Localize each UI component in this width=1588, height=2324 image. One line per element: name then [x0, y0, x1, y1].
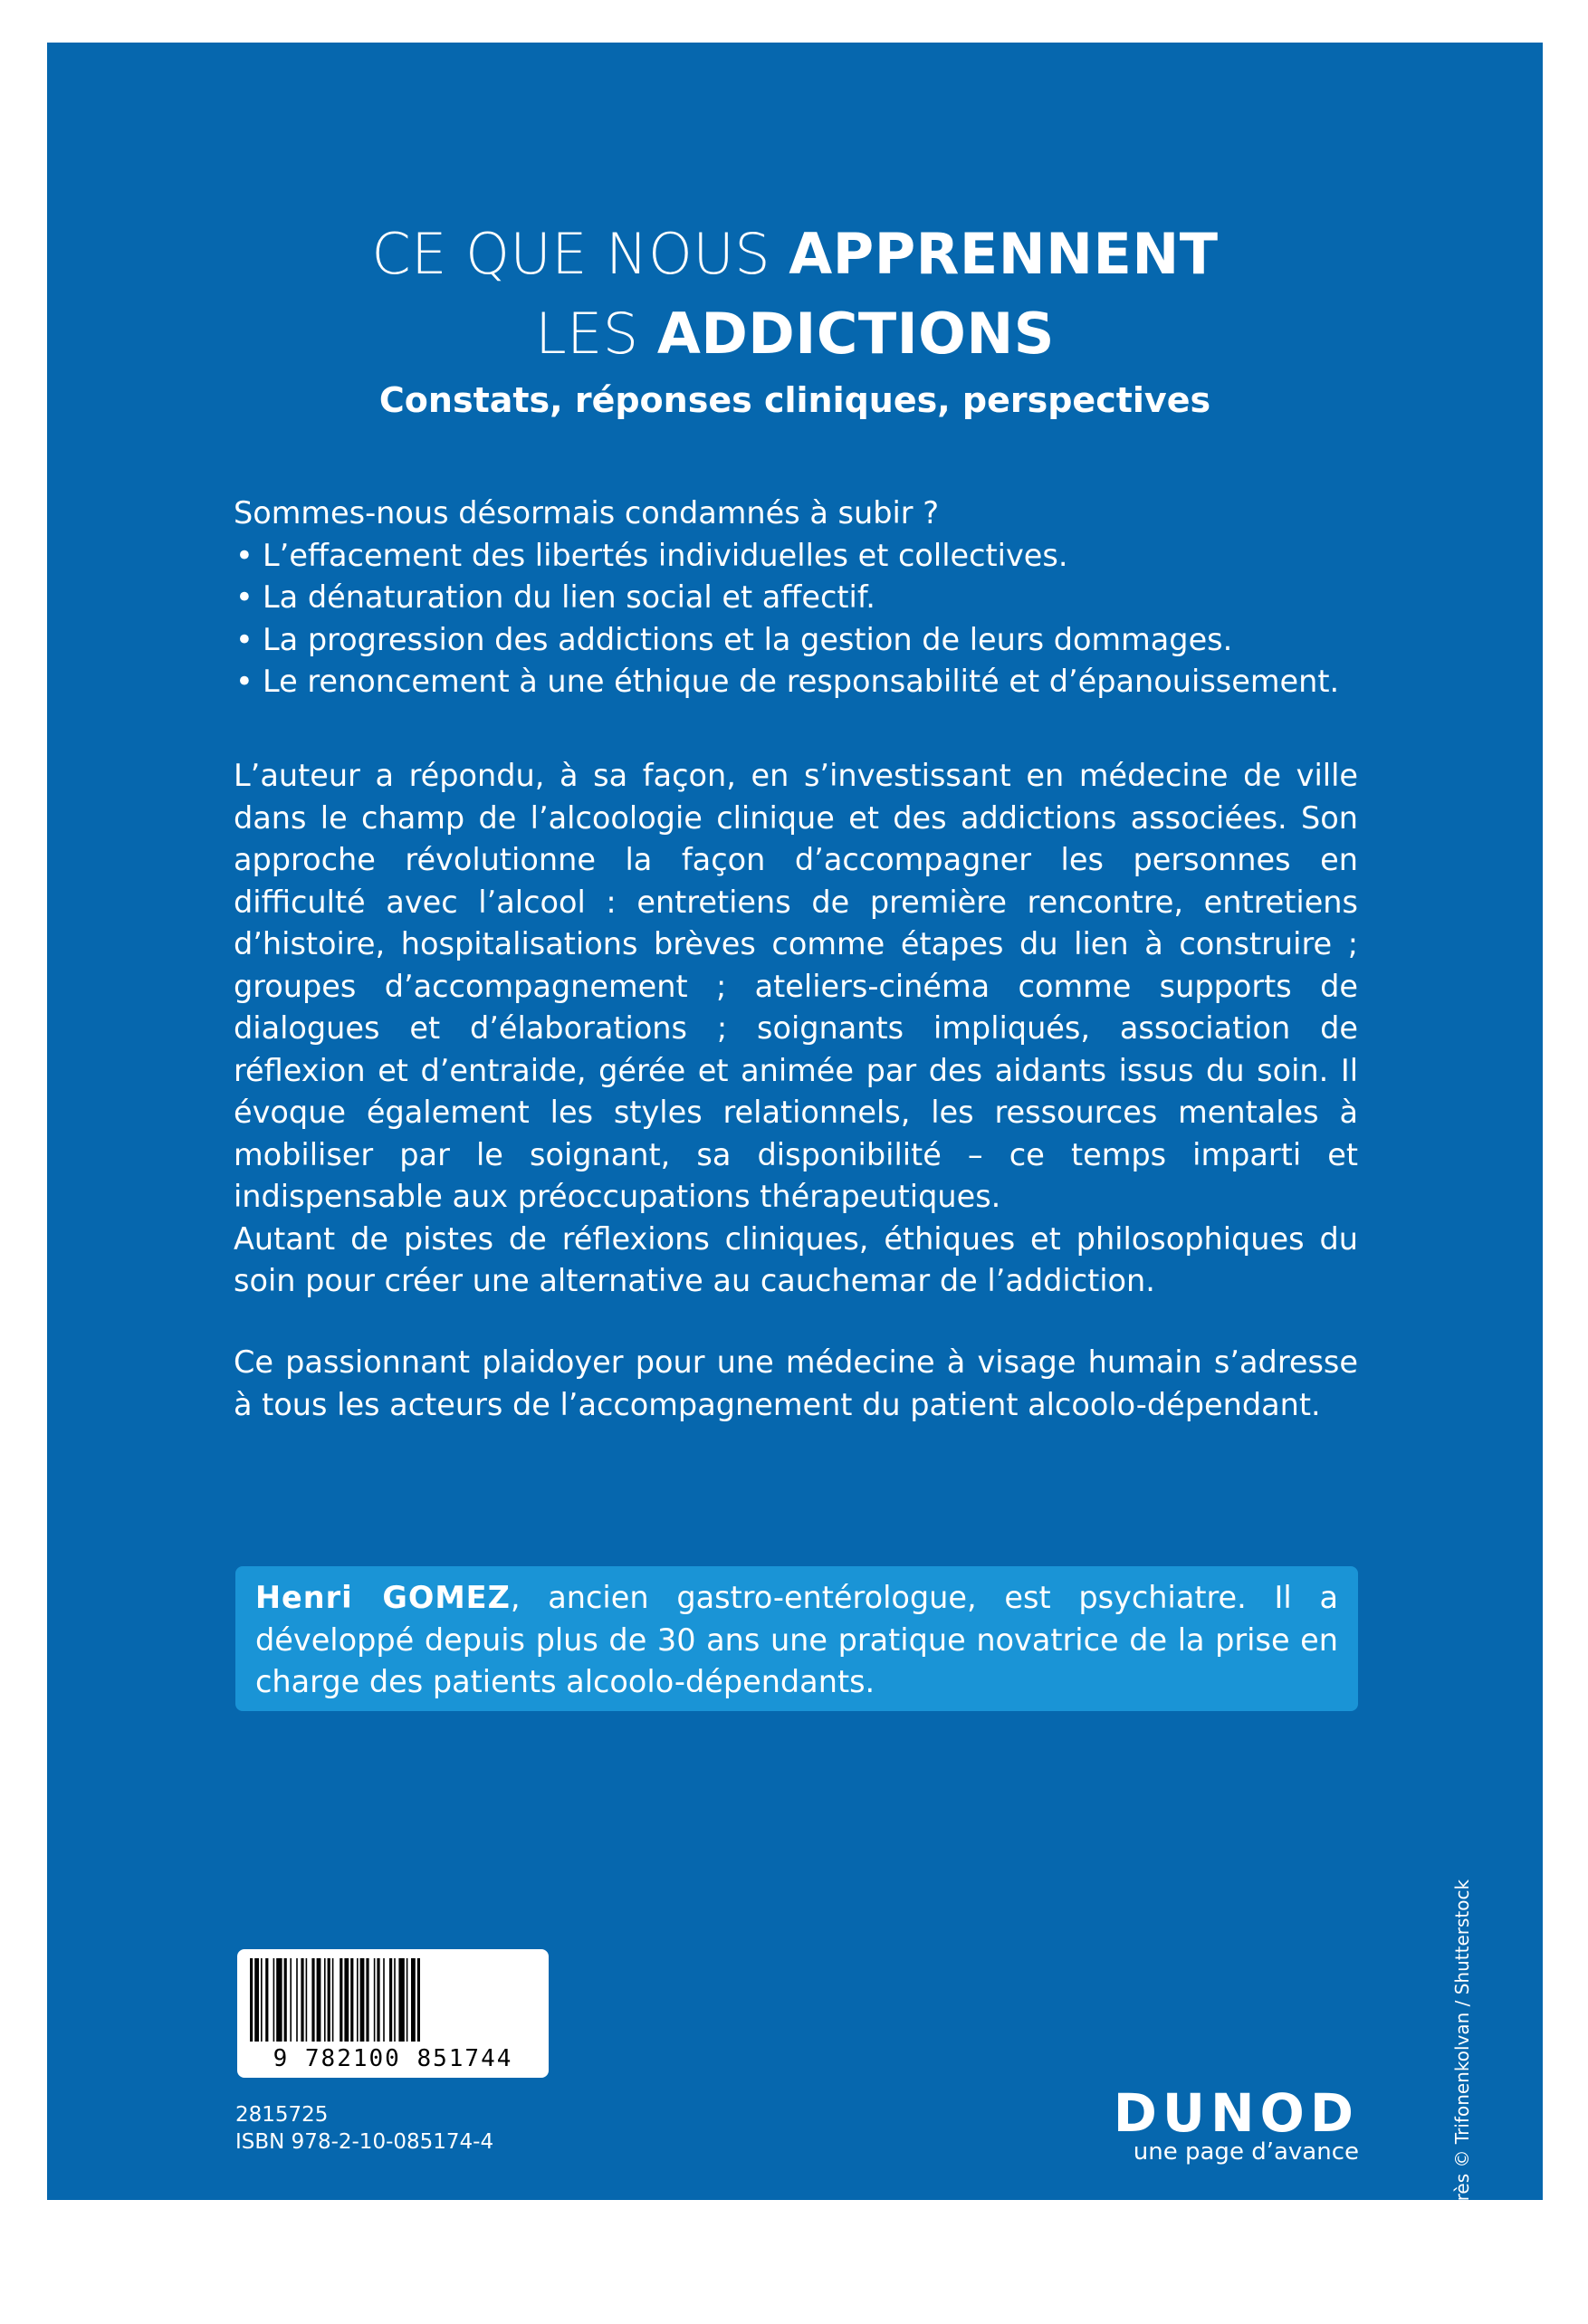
back-cover	[47, 43, 1543, 2244]
barcode-digits: 9 782100 851744	[273, 2045, 513, 2072]
description-paragraph	[234, 755, 1358, 1303]
product-codes	[235, 2101, 493, 2156]
publisher-tagline: une page d’avance	[1133, 2138, 1359, 2166]
title-line-1: CE QUE NOUS APPRENNENT	[371, 221, 1219, 287]
bullet-item: • L’effacement des libertés individuelles et collectives.	[234, 535, 1358, 578]
intro-question: Sommes-nous désormais condamnés à subir ?	[234, 495, 939, 531]
author-bio-box	[235, 1566, 1358, 1711]
bullet-item: • La dénaturation du lien social et affectif.	[234, 577, 1358, 619]
isbn-barcode	[235, 1947, 550, 2080]
photo-credit: D’après © Trifonenkolvan / Shutterstock	[1451, 1879, 1473, 2244]
author-bio: , ancien gastro-entérologue, est psychiatre. Il a développé depuis plus de 30 ans une pratique novatrice de la prise en charge des patients alcoolo-dépendants.	[255, 1580, 1338, 1699]
description-text-conclusion: Autant de pistes de réflexions cliniques, éthiques et philosophiques du soin pour créer une alternative au cauchemar de l’addiction.	[234, 1220, 1358, 1298]
author-name: Henri GOMEZ	[255, 1580, 511, 1615]
book-subtitle: Constats, réponses cliniques, perspectives	[378, 380, 1211, 420]
description-text: L’auteur a répondu, à sa façon, en s’investissant en médecine de ville dans le champ de l’alcoologie clinique et des addictions associées. Son approche révolutionne la façon d’accompagner les personnes en difficulté avec l’alcool : entretiens de première rencontre, entretiens d’histoire, hospitalisations brèves comme étapes du lien à construire ; groupes d’accompagnement ; ateliers-cinéma comme supports de dialogues et d’élaborations ; soignants impliqués, association de réflexion et d’entraide, gérée et animée par des aidants issus du soin. Il évoque également les styles relationnels, les ressources mentales à mobiliser par le soignant, sa disponibilité – ce temps imparti et indispensable aux préoccupations thérapeutiques.	[234, 758, 1358, 1214]
book-title	[47, 215, 1543, 425]
bullet-item: • Le renoncement à une éthique de responsabilité et d’épanouissement.	[234, 661, 1358, 703]
barcode-icon	[248, 1958, 538, 2042]
publisher-name: DUNOD	[1113, 2082, 1359, 2144]
bullet-item: • La progression des addictions et la gestion de leurs dommages.	[234, 619, 1358, 662]
audience-paragraph: Ce passionnant plaidoyer pour une médecine à visage humain s’adresse à tous les acteurs de l’accompagnement du patient alcoolo-dépendant.	[234, 1344, 1358, 1422]
publisher-logo	[1102, 2083, 1359, 2165]
bullet-list	[234, 535, 1358, 703]
isbn-number: ISBN 978-2-10-085174-4	[235, 2130, 494, 2154]
reference-number: 2815725	[235, 2103, 329, 2127]
title-line-2: LES ADDICTIONS	[535, 301, 1055, 367]
intro-section	[234, 493, 1358, 703]
